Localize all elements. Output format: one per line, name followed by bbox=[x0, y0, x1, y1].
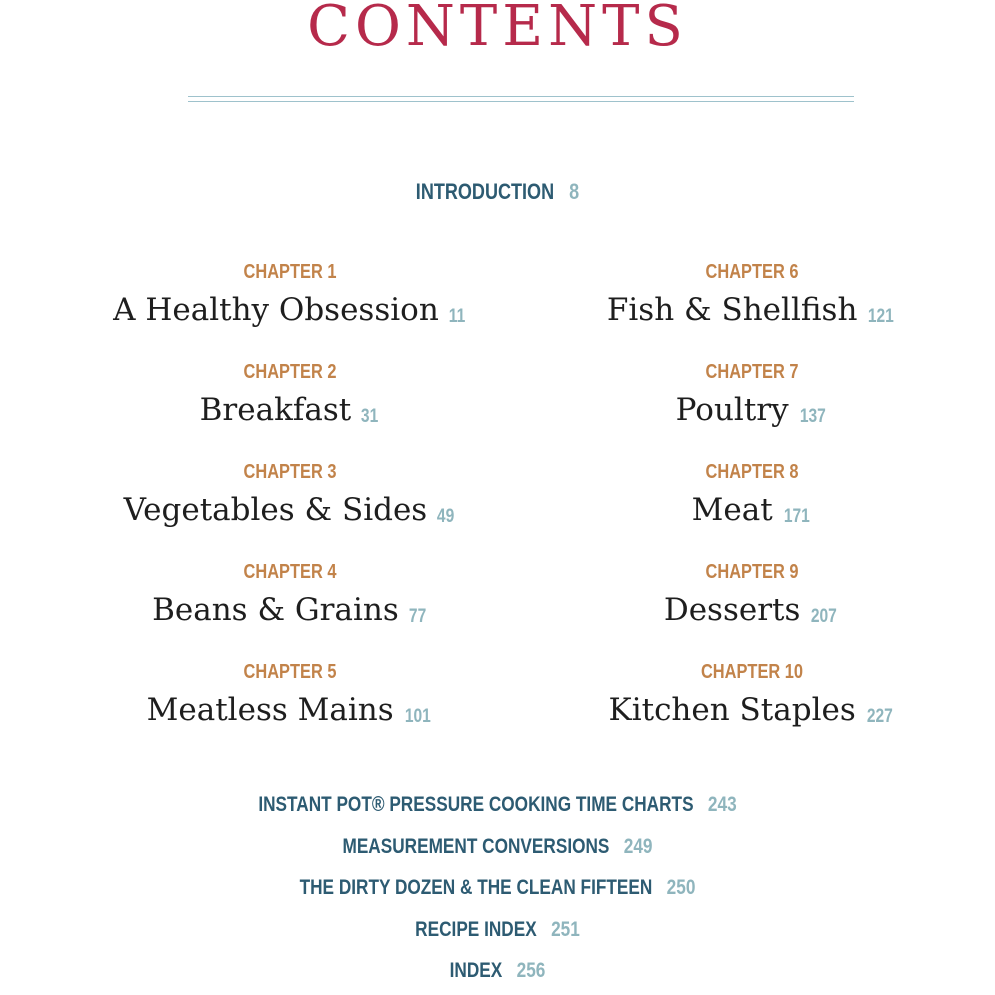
chapter-entry[interactable] bbox=[512, 660, 992, 737]
chapter-page: 207 bbox=[811, 606, 838, 627]
chapter-page: 227 bbox=[866, 706, 893, 727]
chapter-label: CHAPTER 9 bbox=[705, 561, 799, 583]
chapter-title: Fish & Shellfish bbox=[606, 292, 858, 328]
chapter-title: Beans & Grains bbox=[152, 592, 399, 628]
chapter-page: 49 bbox=[437, 506, 455, 527]
back-matter-page: 250 bbox=[666, 876, 696, 899]
chapter-entry[interactable] bbox=[50, 560, 530, 637]
back-matter-entry[interactable] bbox=[0, 834, 995, 860]
back-matter-entry[interactable] bbox=[0, 792, 995, 818]
chapter-entry[interactable] bbox=[50, 460, 530, 537]
chapter-page: 77 bbox=[408, 606, 426, 627]
chapter-title: Breakfast bbox=[199, 392, 352, 428]
back-matter-entry[interactable] bbox=[0, 917, 995, 943]
chapter-entry[interactable] bbox=[512, 560, 992, 637]
chapter-page: 101 bbox=[404, 706, 431, 727]
back-matter-entry[interactable] bbox=[0, 958, 995, 984]
chapter-entry[interactable] bbox=[512, 460, 992, 537]
chapter-label: CHAPTER 6 bbox=[705, 261, 799, 283]
back-matter-entry[interactable] bbox=[0, 875, 995, 901]
chapter-label: CHAPTER 4 bbox=[243, 561, 337, 583]
chapter-entry[interactable] bbox=[512, 260, 992, 337]
back-matter-label: THE DIRTY DOZEN & THE CLEAN FIFTEEN bbox=[299, 876, 653, 899]
chapter-title: Kitchen Staples bbox=[608, 692, 856, 728]
chapter-label: CHAPTER 8 bbox=[705, 461, 799, 483]
introduction-label: INTRODUCTION bbox=[415, 179, 555, 204]
chapter-page: 31 bbox=[361, 406, 379, 427]
chapter-page: 171 bbox=[783, 506, 810, 527]
chapter-label: CHAPTER 7 bbox=[705, 361, 799, 383]
chapter-title: Meat bbox=[691, 492, 773, 528]
back-matter-page: 251 bbox=[551, 918, 580, 941]
back-matter-page: 243 bbox=[707, 793, 737, 816]
chapter-label: CHAPTER 5 bbox=[243, 661, 337, 683]
back-matter-label: INSTANT POT® PRESSURE COOKING TIME CHARTS bbox=[258, 793, 694, 816]
introduction-page: 8 bbox=[569, 179, 580, 204]
back-matter-label: MEASUREMENT CONVERSIONS bbox=[342, 835, 610, 858]
chapter-title: A Healthy Obsession bbox=[113, 292, 439, 328]
back-matter-label: RECIPE INDEX bbox=[415, 918, 537, 941]
chapter-entry[interactable] bbox=[50, 260, 530, 337]
title-rule-bottom bbox=[188, 101, 854, 102]
chapter-label: CHAPTER 2 bbox=[243, 361, 337, 383]
back-matter-label: INDEX bbox=[449, 959, 503, 982]
chapter-title: Vegetables & Sides bbox=[123, 492, 428, 528]
back-matter-page: 256 bbox=[516, 959, 546, 982]
chapter-label: CHAPTER 1 bbox=[243, 261, 337, 283]
chapter-title: Meatless Mains bbox=[146, 692, 394, 728]
chapter-page: 137 bbox=[799, 406, 826, 427]
chapter-label: CHAPTER 10 bbox=[700, 661, 804, 683]
title-rule-top bbox=[188, 96, 854, 97]
chapter-page: 121 bbox=[868, 306, 895, 327]
page-title: CONTENTS bbox=[307, 0, 688, 59]
chapter-entry[interactable] bbox=[50, 660, 530, 737]
chapter-entry[interactable] bbox=[50, 360, 530, 437]
back-matter-page: 249 bbox=[623, 835, 653, 858]
chapter-title: Desserts bbox=[663, 592, 801, 628]
chapter-label: CHAPTER 3 bbox=[243, 461, 337, 483]
chapter-title: Poultry bbox=[675, 392, 789, 428]
chapter-entry[interactable] bbox=[512, 360, 992, 437]
chapter-page: 11 bbox=[448, 306, 466, 327]
introduction-entry[interactable] bbox=[0, 178, 995, 206]
